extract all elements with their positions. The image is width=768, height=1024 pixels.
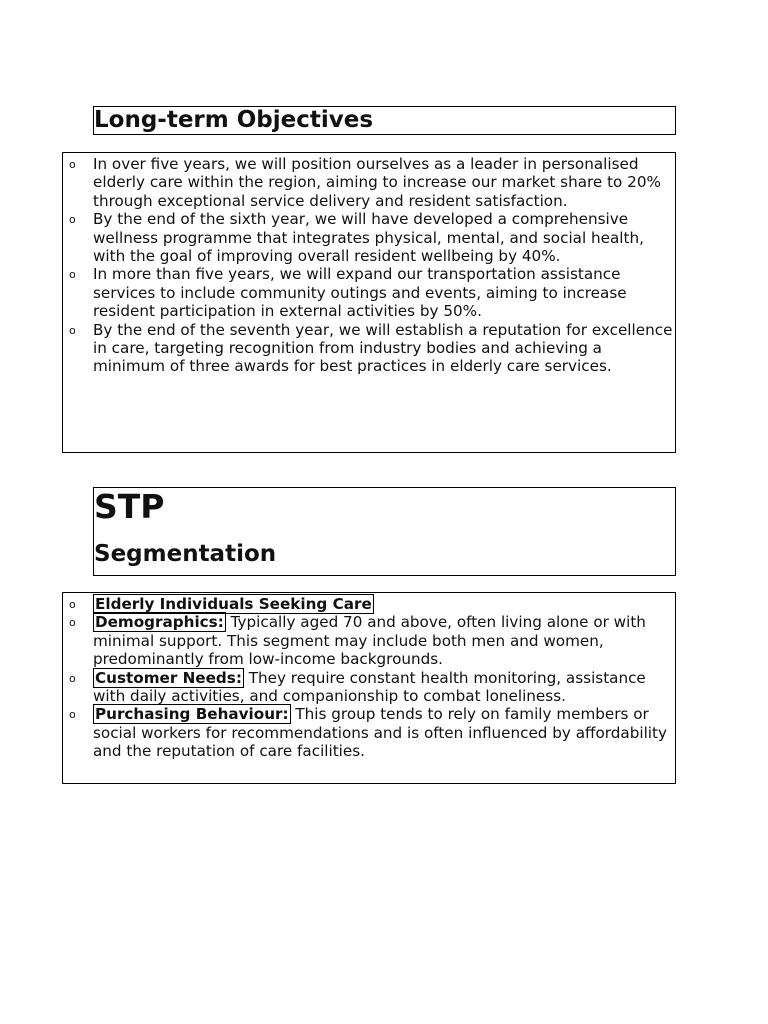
stp-title: STP — [94, 487, 165, 526]
customer-needs-text: They require constant health monitoring, assistance with daily activities, and companionship to combat loneliness. — [93, 668, 646, 706]
bullet-icon: o — [69, 213, 76, 227]
demographics-text: Typically aged 70 and above, often living alone or with minimal support. This segment may include both men and women, predominantly from low-income backgrounds. — [93, 613, 646, 669]
purchasing-behaviour-text: This group tends to rely on family members or social workers for recommendations and is often influenced by affordability and the reputation of care facilities. — [93, 705, 667, 761]
list-item — [63, 595, 675, 613]
list-item — [63, 155, 675, 210]
list-item — [63, 613, 675, 668]
stp-heading-box — [93, 487, 676, 576]
bullet-icon: o — [69, 671, 76, 685]
segmentation-list-box — [62, 592, 676, 784]
objective-text: By the end of the sixth year, we will have developed a comprehensive wellness programme that integrates physical, mental, and social health, with the goal of improving overall resident wellbeing by 40%. — [93, 210, 644, 266]
objectives-list — [63, 155, 675, 376]
bullet-icon: o — [69, 708, 76, 722]
list-item — [63, 705, 675, 760]
bullet-icon: o — [69, 598, 76, 611]
segmentation-subtitle: Segmentation — [94, 541, 277, 567]
objective-text: By the end of the seventh year, we will establish a reputation for excellence in care, targeting recognition from industry bodies and achieving a minimum of three awards for best practices in elderly care services. — [93, 320, 673, 376]
objective-text: In more than five years, we will expand our transportation assistance services to include community outings and events, aiming to increase resident participation in external activities by 50%. — [93, 265, 627, 321]
objective-text: In over five years, we will position ourselves as a leader in personalised elderly care within the region, aiming to increase our market share to 20% through exceptional service delivery and resident satisfaction. — [93, 155, 661, 210]
list-item — [63, 265, 675, 320]
segmentation-list — [63, 595, 675, 761]
customer-needs-term: Customer Needs: — [95, 668, 242, 687]
objectives-heading-box — [93, 106, 676, 135]
segment-title: Elderly Individuals Seeking Care — [95, 595, 372, 613]
purchasing-behaviour-term: Purchasing Behaviour: — [95, 705, 289, 724]
bullet-icon: o — [69, 616, 76, 630]
list-item — [63, 321, 675, 376]
objectives-heading: Long-term Objectives — [94, 107, 374, 133]
bullet-icon: o — [69, 323, 76, 337]
list-item — [63, 210, 675, 265]
objectives-list-box — [62, 152, 676, 453]
list-item — [63, 669, 675, 706]
bullet-icon: o — [69, 158, 76, 171]
bullet-icon: o — [69, 268, 76, 282]
demographics-term: Demographics: — [95, 613, 224, 632]
